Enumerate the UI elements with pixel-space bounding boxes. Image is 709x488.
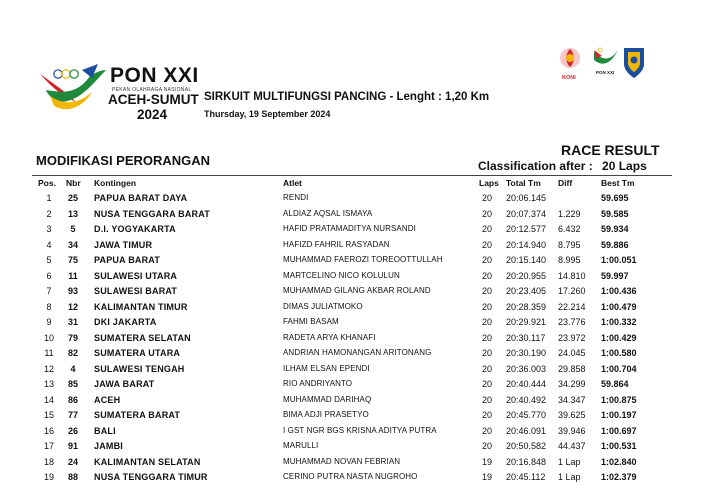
col-atlet: Atlet: [283, 178, 302, 188]
row-total: 20:16.848: [506, 456, 547, 467]
row-pos: 19: [43, 472, 54, 482]
row-kontingen: BALI: [94, 425, 116, 436]
row-total: 20:45.112: [506, 472, 546, 482]
col-total: Total Tm: [506, 178, 541, 188]
row-total: 20:30.190: [506, 348, 547, 358]
event-title: PON XXI: [110, 64, 199, 87]
row-nbr: 91: [67, 441, 78, 451]
row-atlet: MARTCELINO NICO KOLULUN: [283, 270, 400, 280]
row-kontingen: PAPUA BARAT DAYA: [94, 193, 188, 203]
table-row: [0, 426, 709, 442]
row-diff: 23.776: [558, 317, 586, 327]
row-best: 1:02.379: [601, 472, 637, 482]
row-kontingen: DKI JAKARTA: [94, 317, 157, 327]
koni-label: KONI: [562, 75, 576, 81]
table-row: [0, 348, 709, 364]
row-best: 1:00.429: [601, 332, 637, 343]
pon-xxi-logo-icon: [36, 62, 108, 118]
table-row: [0, 224, 709, 240]
row-best: 59.695: [601, 193, 629, 203]
row-best: 1:00.051: [601, 255, 637, 265]
col-pos: Pos.: [38, 178, 56, 188]
row-nbr: 88: [67, 472, 78, 482]
row-laps: 19: [481, 456, 492, 467]
event-date: Thursday, 19 September 2024: [204, 109, 331, 119]
row-kontingen: JAWA TIMUR: [94, 239, 153, 250]
shield-logo-icon: [624, 48, 644, 78]
classification-value: 20 Laps: [602, 159, 647, 173]
row-pos: 17: [43, 441, 54, 451]
row-diff: 29.858: [558, 363, 586, 374]
row-total: 20:40.444: [506, 379, 547, 389]
row-total: 20:23.405: [506, 286, 547, 296]
row-pos: 15: [43, 410, 54, 420]
row-diff: 14.810: [558, 270, 586, 281]
table-row: [0, 193, 709, 209]
row-total: 20:29.921: [506, 317, 547, 327]
row-nbr: 34: [67, 239, 78, 250]
row-kontingen: SULAWESI UTARA: [94, 270, 178, 281]
row-nbr: 12: [67, 301, 78, 312]
row-best: 1:00.436: [601, 286, 637, 296]
table-row: [0, 333, 709, 349]
row-best: 59.886: [601, 239, 629, 250]
col-laps: Laps: [479, 178, 499, 188]
row-total: 20:45.770: [506, 410, 547, 420]
row-total: 20:46.091: [506, 425, 547, 436]
pon-mini-label: PON XXI: [596, 70, 615, 75]
row-diff: 1 Lap: [558, 456, 581, 467]
row-laps: 20: [481, 286, 492, 296]
row-kontingen: SUMATERA UTARA: [94, 348, 181, 358]
row-laps: 19: [481, 472, 492, 482]
row-best: 1:00.531: [601, 441, 637, 451]
row-atlet: MUHAMMAD GILANG AKBAR ROLAND: [283, 286, 431, 295]
table-row: [0, 302, 709, 318]
row-diff: 1 Lap: [558, 472, 581, 482]
row-nbr: 11: [68, 270, 78, 281]
row-nbr: 4: [70, 363, 76, 374]
row-kontingen: NUSA TENGGARA BARAT: [94, 208, 210, 219]
row-atlet: MUHAMMAD NOVAN FEBRIAN: [283, 456, 401, 466]
row-best: 1:00.697: [601, 425, 637, 436]
event-year: 2024: [137, 107, 168, 122]
row-pos: 1: [46, 193, 52, 203]
row-laps: 20: [481, 193, 492, 203]
table-row: [0, 209, 709, 225]
row-pos: 14: [43, 394, 54, 405]
row-nbr: 93: [67, 286, 78, 296]
row-atlet: FAHMI BASAM: [283, 317, 339, 326]
category-title: MODIFIKASI PERORANGAN: [36, 153, 211, 168]
table-row: [0, 240, 709, 256]
row-nbr: 13: [67, 208, 78, 219]
row-pos: 3: [46, 224, 52, 234]
row-kontingen: NUSA TENGGARA TIMUR: [94, 472, 208, 482]
row-total: 20:06.145: [506, 193, 547, 203]
row-diff: 6.432: [558, 224, 581, 234]
row-kontingen: JAMBI: [94, 441, 124, 451]
row-atlet: MARULLI: [283, 441, 319, 450]
row-nbr: 86: [67, 394, 78, 405]
row-atlet: MUHAMMAD FAEROZI TOREOOTTULLAH: [283, 255, 443, 264]
row-best: 1:00.580: [601, 348, 637, 358]
row-total: 20:36.003: [506, 363, 547, 374]
row-laps: 20: [481, 270, 492, 281]
row-nbr: 75: [67, 255, 78, 265]
col-diff: Diff: [558, 178, 573, 188]
row-kontingen: ACEH: [94, 394, 121, 405]
row-nbr: 24: [67, 456, 78, 467]
table-row: [0, 286, 709, 302]
row-best: 59.585: [601, 208, 629, 219]
header-divider: [32, 175, 672, 176]
row-nbr: 26: [67, 425, 78, 436]
row-total: 20:50.582: [506, 441, 547, 451]
row-atlet: BIMA ADJI PRASETYO: [283, 410, 369, 419]
row-total: 20:14.940: [506, 239, 547, 250]
row-total: 20:07.374: [506, 208, 547, 219]
row-atlet: ILHAM ELSAN EPENDI: [283, 363, 370, 373]
row-atlet: MUHAMMAD DARIHAQ: [283, 394, 372, 404]
col-nbr: Nbr: [66, 178, 81, 188]
row-nbr: 79: [67, 332, 78, 343]
row-nbr: 5: [70, 224, 76, 234]
row-diff: 34.347: [558, 394, 586, 405]
row-laps: 20: [481, 317, 492, 327]
row-laps: 20: [481, 379, 492, 389]
table-row: [0, 317, 709, 333]
row-atlet: RADETA ARYA KHANAFI: [283, 332, 376, 342]
row-best: 1:00.197: [601, 410, 637, 420]
row-best: 1:00.875: [601, 394, 637, 405]
row-best: 1:02.840: [601, 456, 637, 467]
row-laps: 20: [481, 348, 492, 358]
row-diff: 39.625: [558, 410, 586, 420]
row-kontingen: SUMATERA SELATAN: [94, 332, 191, 343]
table-row: [0, 364, 709, 380]
row-pos: 4: [46, 239, 52, 250]
row-laps: 20: [481, 394, 492, 405]
row-atlet: DIMAS JULIATMOKO: [283, 301, 363, 311]
row-kontingen: SUMATERA BARAT: [94, 410, 181, 420]
row-best: 59.997: [601, 270, 629, 281]
row-nbr: 77: [67, 410, 78, 420]
row-total: 20:28.359: [506, 301, 547, 312]
row-laps: 20: [481, 441, 492, 451]
classification-label: Classification after :: [478, 159, 593, 173]
table-row: [0, 379, 709, 395]
row-pos: 12: [43, 363, 54, 374]
race-result-title: RACE RESULT: [561, 142, 660, 158]
row-diff: 8.995: [558, 255, 581, 265]
table-row: [0, 395, 709, 411]
row-laps: 20: [481, 208, 492, 219]
row-pos: 16: [43, 425, 54, 436]
row-best: 1:00.704: [601, 363, 637, 374]
row-laps: 20: [481, 332, 492, 343]
event-subtitle: PEKAN OLAHRAGA NASIONAL: [112, 87, 192, 93]
row-best: 1:00.479: [601, 301, 637, 312]
row-laps: 20: [481, 425, 492, 436]
row-laps: 20: [481, 255, 492, 265]
row-diff: 17.260: [558, 286, 586, 296]
row-diff: 24.045: [558, 348, 586, 358]
row-nbr: 25: [67, 193, 78, 203]
row-pos: 18: [43, 456, 54, 467]
row-laps: 20: [481, 239, 492, 250]
row-diff: 22.214: [558, 301, 586, 312]
koni-logo-icon: [560, 48, 580, 68]
row-pos: 10: [43, 332, 54, 343]
row-nbr: 31: [67, 317, 78, 327]
row-laps: 20: [481, 301, 492, 312]
event-region: ACEH-SUMUT: [108, 92, 199, 107]
row-total: 20:15.140: [506, 255, 547, 265]
col-kontingen: Kontingen: [94, 178, 137, 188]
row-laps: 20: [481, 363, 492, 374]
row-total: 20:12.577: [506, 224, 547, 234]
row-kontingen: D.I. YOGYAKARTA: [94, 224, 176, 234]
row-kontingen: PAPUA BARAT: [94, 255, 161, 265]
row-atlet: I GST NGR BGS KRISNA ADITYA PUTRA: [283, 425, 437, 435]
row-pos: 9: [46, 317, 52, 327]
row-nbr: 85: [67, 379, 78, 389]
row-pos: 2: [46, 208, 52, 219]
table-row: [0, 441, 709, 457]
row-best: 1:00.332: [601, 317, 637, 327]
circuit-info: SIRKUIT MULTIFUNGSI PANCING - Lenght : 1,20 Km: [204, 91, 490, 103]
row-kontingen: SULAWESI BARAT: [94, 286, 178, 296]
table-row: [0, 472, 709, 488]
row-kontingen: KALIMANTAN SELATAN: [94, 456, 201, 467]
row-diff: 39.946: [558, 425, 586, 436]
row-pos: 7: [46, 286, 52, 296]
row-diff: 23.972: [558, 332, 586, 343]
row-diff: 34.299: [558, 379, 586, 389]
row-laps: 20: [481, 224, 492, 234]
classification-info: [478, 159, 647, 173]
row-pos: 11: [44, 348, 54, 358]
row-nbr: 82: [67, 348, 78, 358]
row-diff: 44.437: [558, 441, 586, 451]
row-atlet: ALDIAZ AQSAL ISMAYA: [283, 208, 373, 218]
row-best: 59.864: [601, 379, 629, 389]
row-best: 59.934: [601, 224, 629, 234]
row-pos: 8: [46, 301, 52, 312]
table-row: [0, 410, 709, 426]
row-kontingen: JAWA BARAT: [94, 379, 155, 389]
table-row: [0, 271, 709, 287]
row-atlet: HAFIZD FAHRIL RASYADAN: [283, 239, 390, 249]
row-atlet: RENDI: [283, 193, 309, 202]
row-laps: 20: [481, 410, 492, 420]
row-atlet: RIO ANDRIYANTO: [283, 379, 353, 388]
row-diff: 8.795: [558, 239, 581, 250]
row-pos: 5: [46, 255, 52, 265]
row-total: 20:20.955: [506, 270, 547, 281]
table-row: [0, 255, 709, 271]
row-diff: 1.229: [558, 208, 581, 219]
row-kontingen: SULAWESI TENGAH: [94, 363, 185, 374]
row-total: 20:40.492: [506, 394, 547, 405]
row-total: 20:30.117: [506, 332, 546, 343]
table-row: [0, 457, 709, 473]
row-pos: 6: [46, 270, 52, 281]
row-kontingen: KALIMANTAN TIMUR: [94, 301, 188, 312]
row-atlet: HAFID PRATAMADITYA NURSANDI: [283, 224, 416, 233]
row-atlet: CERINO PUTRA NASTA NUGROHO: [283, 472, 418, 481]
col-best: Best Tm: [601, 178, 635, 188]
row-atlet: ANDRIAN HAMONANGAN ARITONANG: [283, 348, 432, 357]
row-pos: 13: [43, 379, 54, 389]
pon-mini-logo-icon: [594, 48, 618, 64]
